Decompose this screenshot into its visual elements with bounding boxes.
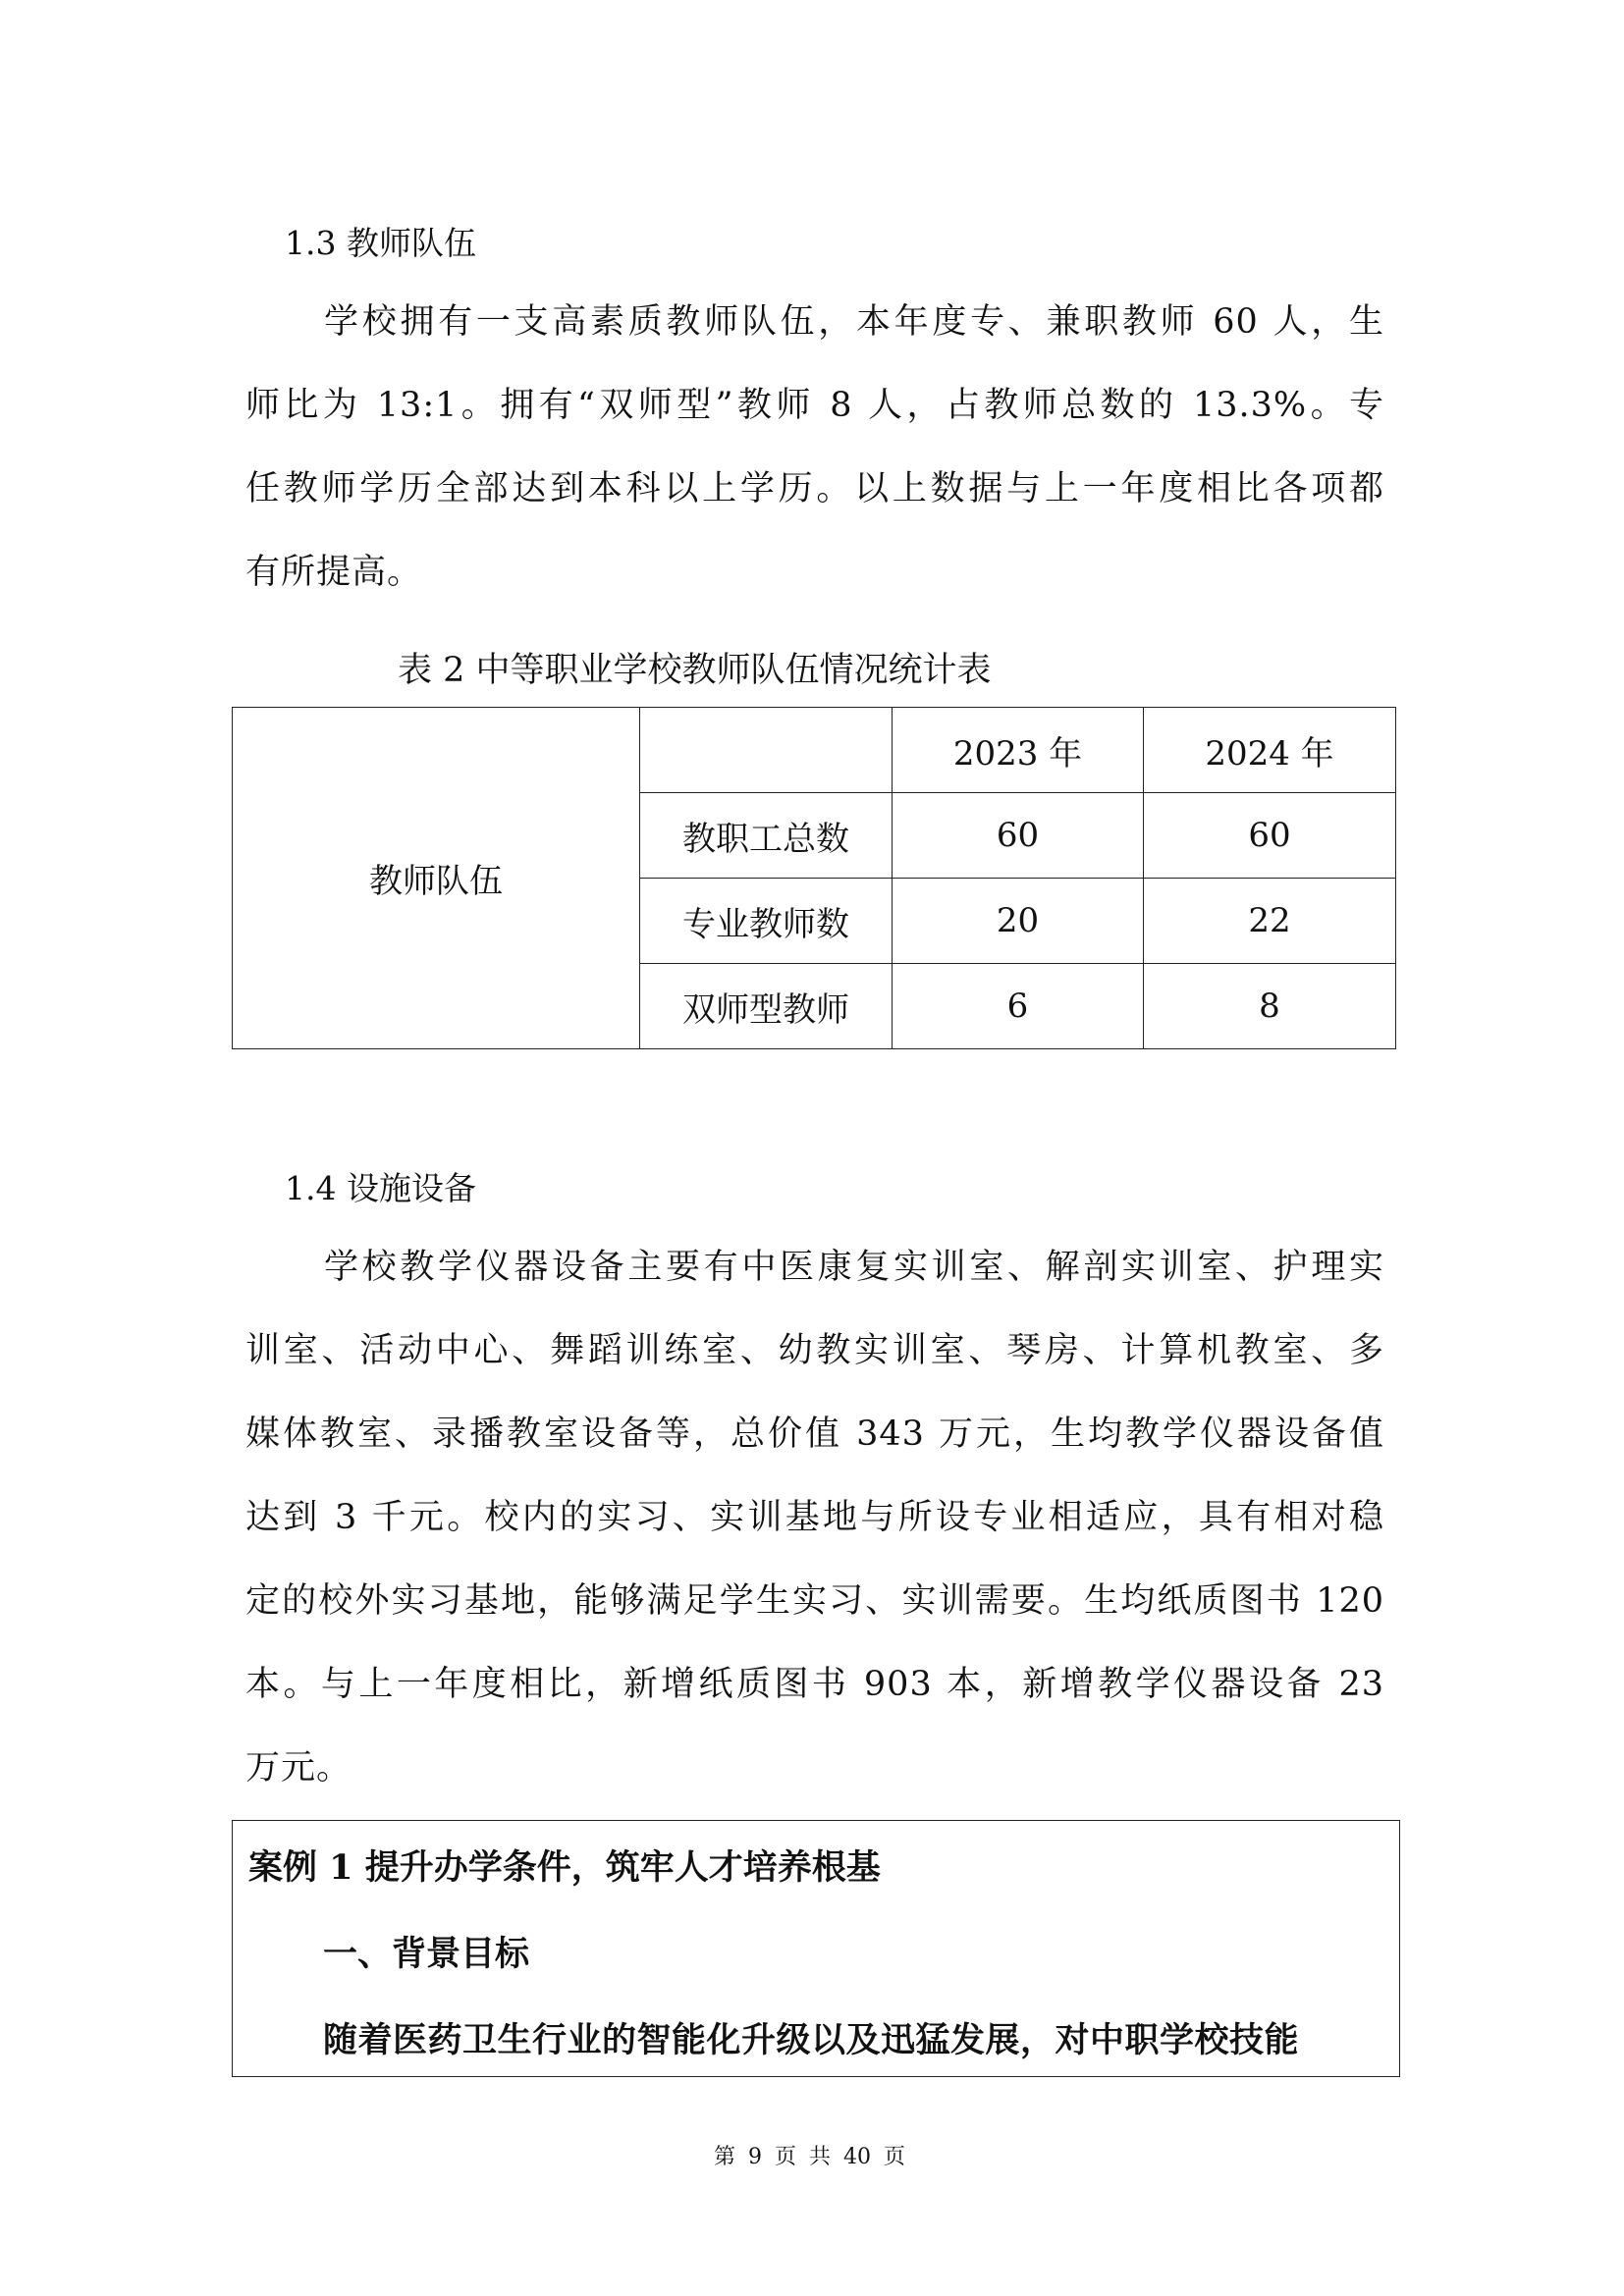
- cell-2023: 6: [893, 964, 1144, 1049]
- paragraph-line: 训室、活动中心、舞蹈训练室、幼教实训室、琴房、计算机教室、多: [245, 1331, 1384, 1370]
- paragraph-line: 达到 3 千元。校内的实习、实训基地与所设专业相适应，具有相对稳: [245, 1498, 1384, 1537]
- table-header-cell: [640, 708, 893, 793]
- paragraph-line: 学校教学仪器设备主要有中医康复实训室、解剖实训室、护理实: [324, 1248, 1384, 1287]
- section-heading-facilities: 1.4 设施设备: [285, 1169, 476, 1207]
- paragraph-line: 学校拥有一支高素质教师队伍，本年度专、兼职教师 60 人，生: [324, 302, 1384, 342]
- paragraph-line: 有所提高。: [245, 553, 423, 592]
- paragraph-line: 媒体教室、录播教室设备等，总价值 343 万元，生均教学仪器设备值: [245, 1415, 1384, 1454]
- page-number: 第 9 页 共 40 页: [714, 2145, 905, 2169]
- case-subheading: 一、背景目标: [323, 1934, 530, 1974]
- table-group-label: 教师队伍: [233, 708, 640, 1049]
- cell-2023: 20: [893, 879, 1144, 964]
- paragraph-line: 任教师学历全部达到本科以上学历。以上数据与上一年度相比各项都: [245, 469, 1384, 508]
- paragraph-line: 定的校外实习基地，能够满足学生实习、实训需要。生均纸质图书 120: [245, 1581, 1384, 1621]
- section-heading-teachers: 1.3 教师队伍: [285, 224, 476, 262]
- table-header-cell: 2024 年: [1144, 708, 1396, 793]
- row-label: 专业教师数: [640, 879, 893, 964]
- table-caption: 表 2 中等职业学校教师队伍情况统计表: [398, 651, 992, 690]
- row-label: 双师型教师: [640, 964, 893, 1049]
- paragraph-line: 万元。: [245, 1748, 352, 1788]
- cell-2023: 60: [893, 793, 1144, 879]
- case-study-box: [232, 1820, 1400, 2077]
- table-header-row: [233, 708, 1396, 793]
- teacher-stats-table: [232, 707, 1396, 1049]
- table-header-cell: 2023 年: [893, 708, 1144, 793]
- case-title: 案例 1 提升办学条件，筑牢人才培养根基: [248, 1847, 881, 1888]
- paragraph-line: 本。与上一年度相比，新增纸质图书 903 本，新增教学仪器设备 23: [245, 1665, 1384, 1704]
- row-label: 教职工总数: [640, 793, 893, 879]
- case-text: 随着医药卫生行业的智能化升级以及迅猛发展，对中职学校技能: [323, 2020, 1300, 2060]
- cell-2024: 8: [1144, 964, 1396, 1049]
- cell-2024: 22: [1144, 879, 1396, 964]
- paragraph-line: 师比为 13:1。拥有“双师型”教师 8 人，占教师总数的 13.3%。专: [245, 386, 1384, 425]
- cell-2024: 60: [1144, 793, 1396, 879]
